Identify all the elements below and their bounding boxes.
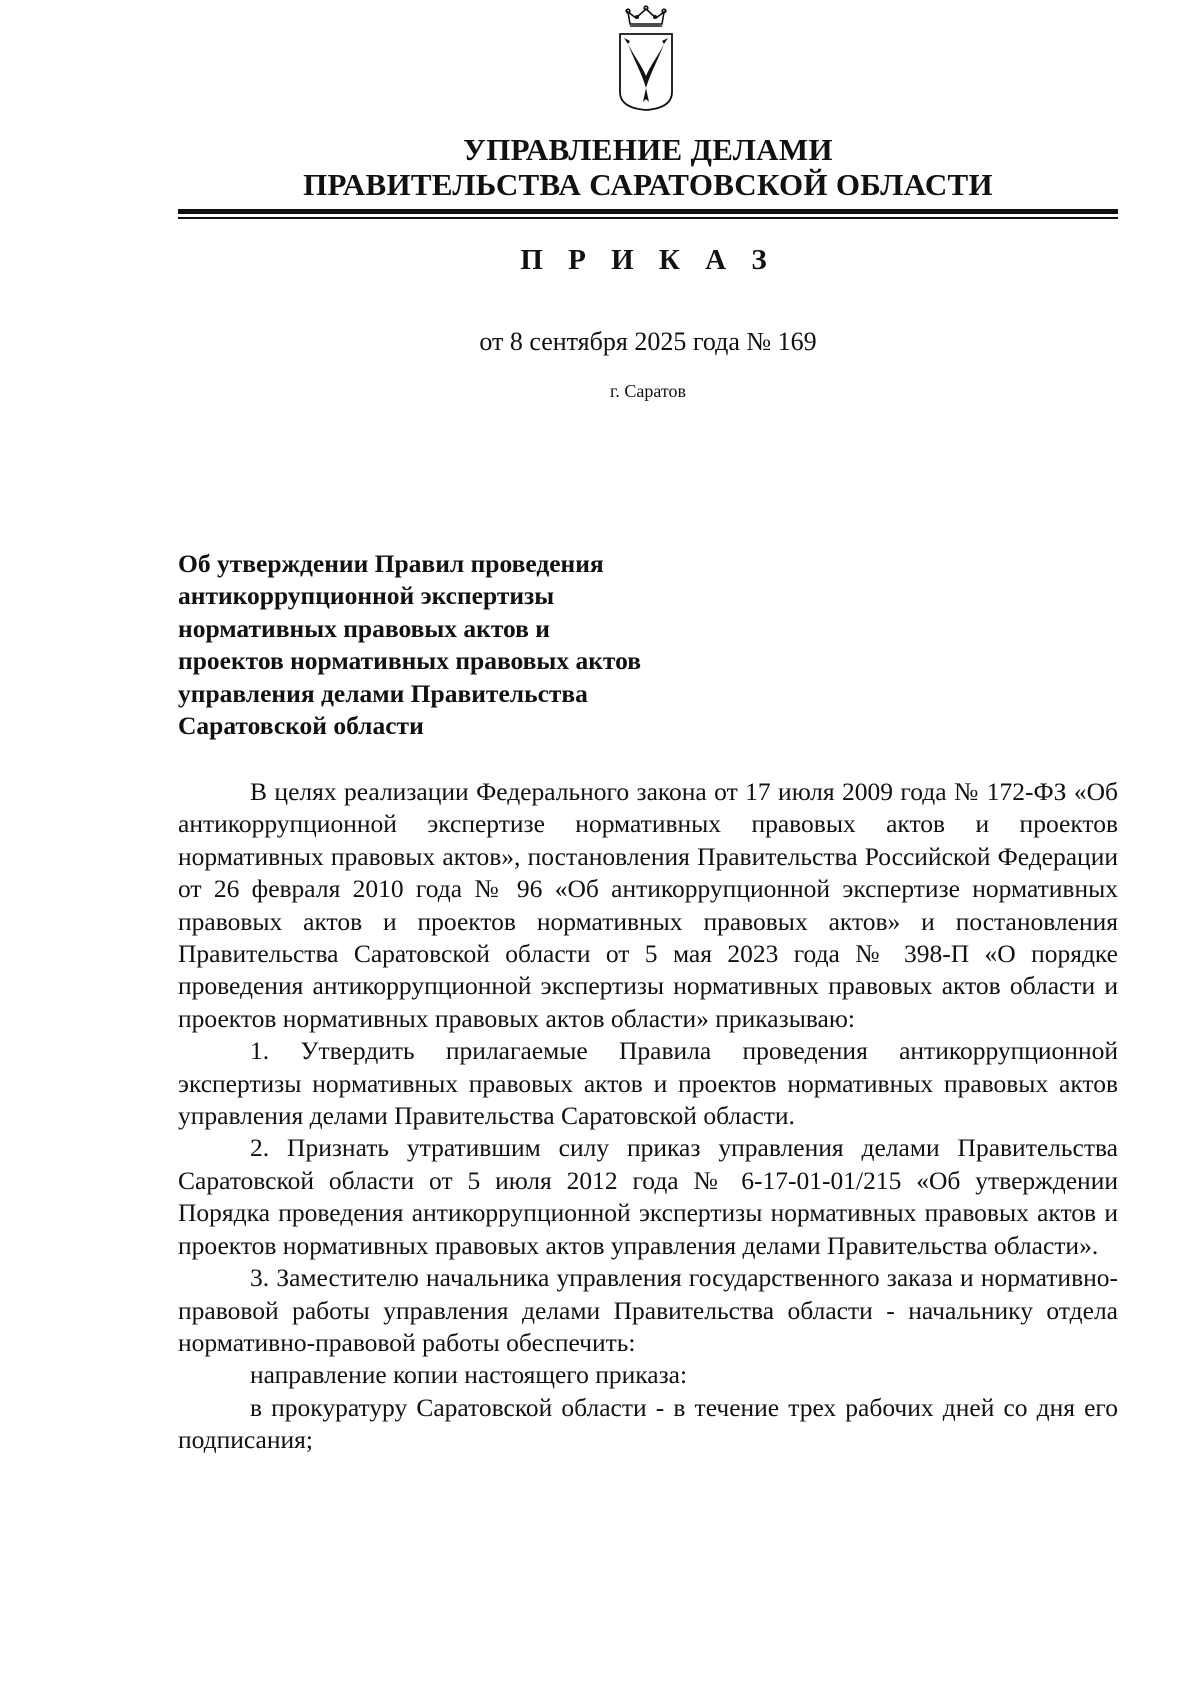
header-divider-thin (178, 217, 1118, 219)
order-item-1: 1. Утвердить прилагаемые Правила проведения антикоррупционной экспертизы нормативных правовых актов и проектов нормативных правовых актов управления делами Правительства Саратовской области. (178, 1036, 1118, 1131)
document-type-title: П Р И К А З (520, 244, 776, 276)
subject-line: Саратовской области (178, 711, 424, 741)
subject-line: Об утверждении Правил проведения (178, 549, 604, 578)
document-subject (178, 548, 738, 742)
subject-line: управления делами Правительства (178, 678, 588, 708)
document-city: г. Саратов (610, 381, 686, 401)
document-body (178, 776, 1118, 1457)
organization-name-line2: ПРАВИТЕЛЬСТВА САРАТОВСКОЙ ОБЛАСТИ (303, 167, 993, 202)
order-item-3: 3. Заместителю начальника управления государственного заказа и нормативно-правовой работы управления делами Правительства области - начальнику отдела нормативно-правовой работы обеспечить: (178, 1263, 1118, 1357)
header-divider-thick (178, 209, 1118, 214)
subject-line: проектов нормативных правовых актов (178, 646, 641, 676)
order-item-3-subitem: в прокуратуру Саратовской области - в течение трех рабочих дней со дня его подписания; (178, 1392, 1118, 1455)
order-item-3-subitem: направление копии настоящего приказа: (250, 1360, 688, 1390)
preamble-paragraph: В целях реализации Федерального закона от 17 июля 2009 года № 172-ФЗ «Об антикоррупционной экспертизе нормативных правовых актов и проектов нормативных правовых актов», постановления Правительства Российской Федерации от 26 февраля 2010 года № 96 «Об антикоррупционной экспертизе нормативных правовых актов и проектов нормативных правовых актов» и постановления Правительства Саратовской области от 5 мая 2023 года № 398-П «О порядке проведения антикоррупционной экспертизы нормативных правовых актов области и проектов нормативных правовых актов области» приказываю: (178, 777, 1118, 1033)
organization-name-line1: УПРАВЛЕНИЕ ДЕЛАМИ (463, 132, 833, 167)
coat-of-arms-icon (612, 4, 680, 114)
document-date-number: от 8 сентября 2025 года № 169 (479, 327, 817, 356)
order-item-2: 2. Признать утратившим силу приказ управления делами Правительства Саратовской области от 5 июля 2012 года № 6-17-01-01/215 «Об утверждении Порядка проведения антикоррупционной экспертизы нормативных правовых актов и проектов нормативных правовых актов управления делами Правительства области». (178, 1133, 1118, 1260)
subject-line: антикоррупционной экспертизы (178, 581, 555, 611)
subject-line: нормативных правовых актов и (178, 613, 550, 643)
